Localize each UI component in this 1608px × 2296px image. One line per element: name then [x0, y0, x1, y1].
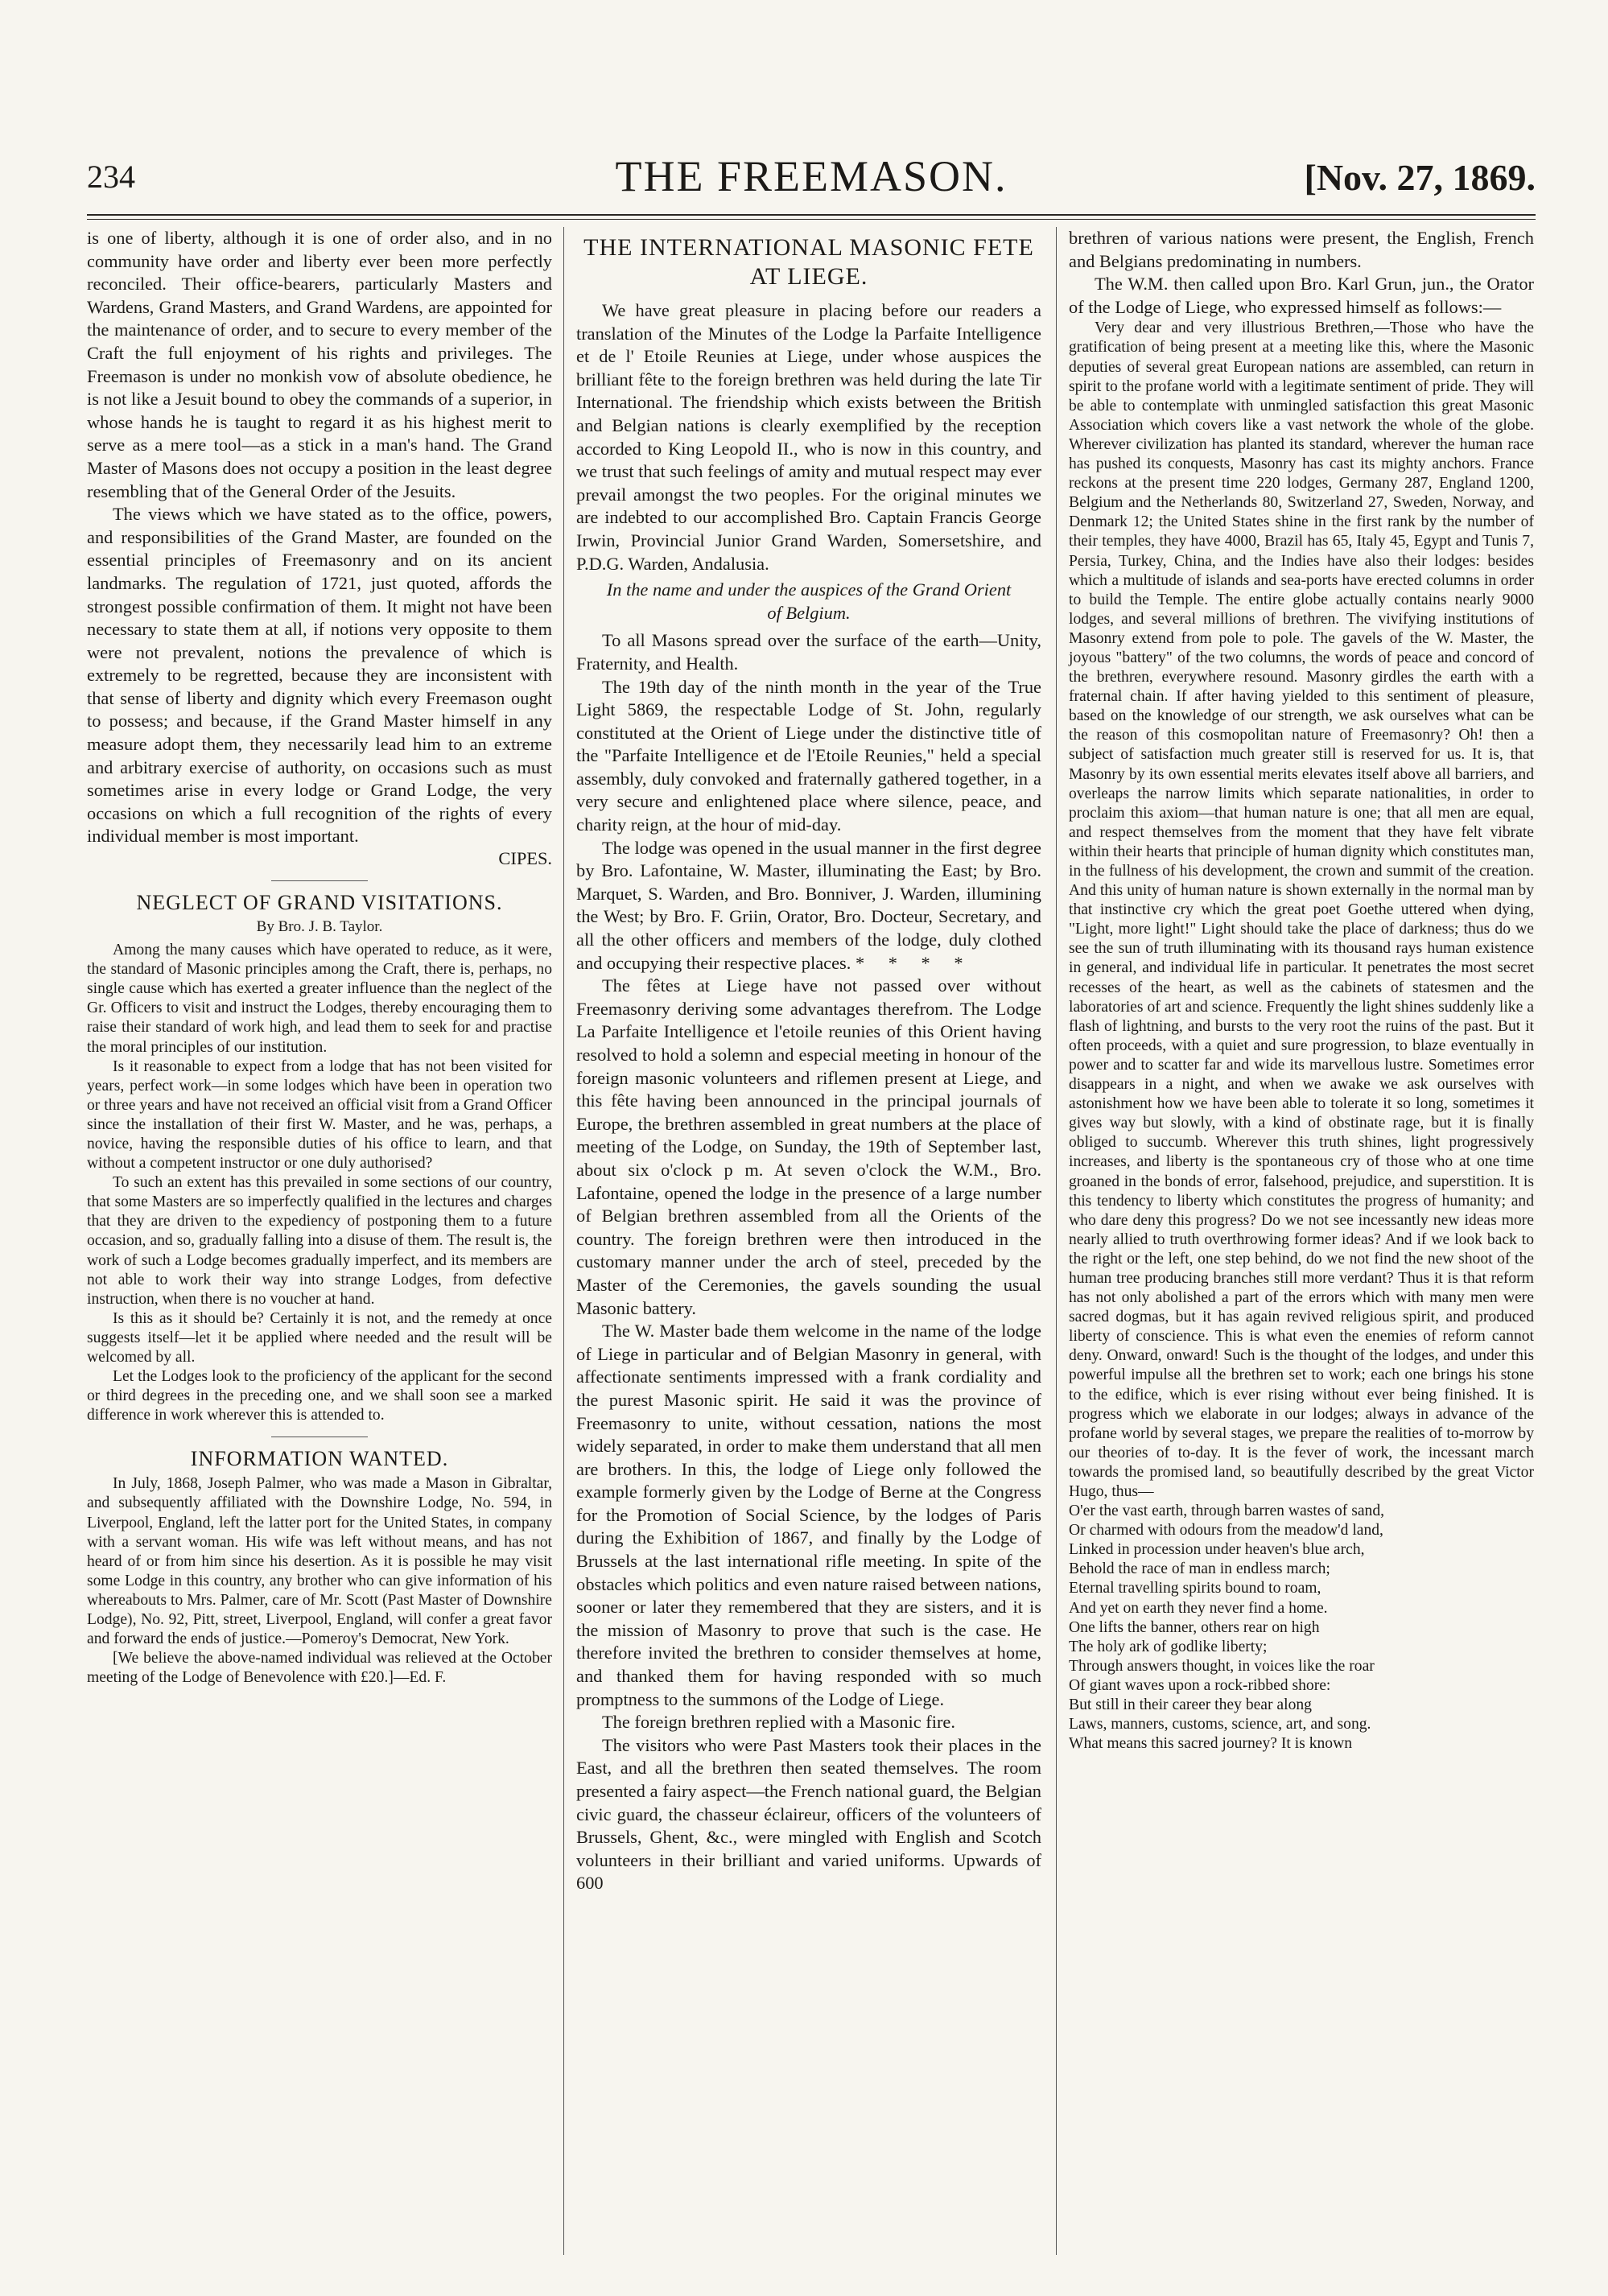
fete-heading: THE INTERNATIONAL MASONIC FETE AT LIEGE.: [583, 234, 1034, 290]
verse-line: Behold the race of man in endless march;: [1069, 1560, 1330, 1578]
section-divider: [271, 880, 368, 881]
article-text: The lodge was opened in the usual manner in the first degree by Bro. Lafontaine, W. Master, illuminating the East; by Bro. Marquet, S. Warden, and Bro. Bonniver, J. Warden, illumining the West; by Bro. F. Griin, Orator, Bro. Docteur, Secretary, and all the other officers and members of the lodge, duly clothed and occupying their respective places.: [576, 837, 1041, 973]
issue-date: [Nov. 27, 1869.: [1304, 157, 1536, 198]
article-paragraph: We have great pleasure in placing before our readers a translation of the Minutes of the Lodge la Parfaite Intelligence et de l' Etoile Reunies at Liege, under whose auspices the brilliant fête to the foreign brethren was held during the late Tir International. The friendship which exists between the British and Belgian nations is clearly exemplified by the reception accorded to King Leopold II., who is now in this country, and we trust that such feelings of amity and mutual respect may ever prevail amongst the two peoples. For the original minutes we are indebted to our accomplished Bro. Captain Francis George Irwin, Provincial Junior Grand Warden, Somersetshire, and P.D.G. Warden, Andalusia.: [576, 300, 1041, 574]
article-paragraph: Among the many causes which have operated to reduce, as it were, the standard of Masonic principles among the Craft, there is, perhaps, no single cause which has exerted a greater influence than the neglect of the Gr. Officers to visit and instruct the Lodges, thereby encouraging them to raise their standard of work high, and lead them to seek for and practise the moral principles of our institution.: [87, 942, 552, 1056]
information-heading: INFORMATION WANTED.: [190, 1447, 449, 1471]
verse-line: What means this sacred journey? It is known: [1069, 1735, 1353, 1753]
masthead: [87, 151, 1536, 216]
author-signature: CIPES.: [498, 848, 552, 869]
verse-line: Or charmed with odours from the meadow'd land,: [1069, 1522, 1383, 1540]
column-divider: [1056, 227, 1057, 2255]
neglect-heading: NEGLECT OF GRAND VISITATIONS.: [136, 891, 503, 915]
article-paragraph: Is it reasonable to expect from a lodge that has not been visited for years, perfect work—in some lodges which have been in operation two or three years and have not received an official visit from a Grand Officer since the installation of their first W. Master, and he was, perhaps, a novice, having the responsible duties of his office to learn, and that without a competent instructor or one duly authorised?: [87, 1057, 552, 1173]
asterisk-break: * * * *: [855, 952, 973, 973]
column-1: [87, 227, 552, 1688]
column-3: [1069, 227, 1534, 1754]
article-paragraph: The 19th day of the ninth month in the year of the True Light 5869, the respectable Lodge of St. John, regularly constituted at the Orient of Liege under the distinctive title of the "Parfaite Intelligence et de l'Etoile Reunies," held a special assembly, duly convoked and fraternally gathered together, in a very secure and enlightened place where silence, peace, and charity reign, at the hour of mid-day.: [576, 676, 1041, 835]
article-paragraph: The foreign brethren replied with a Masonic fire.: [602, 1712, 955, 1733]
column-2: [576, 227, 1041, 1895]
verse-line: Linked in procession under heaven's blue arch,: [1069, 1541, 1365, 1559]
header-rule-thin: [87, 219, 1536, 220]
verse-line: Of giant waves upon a rock-ribbed shore:: [1069, 1676, 1331, 1694]
editor-note: [We believe the above-named individual was relieved at the October meeting of the Lodge of Benevolence with £20.]—Ed. F.: [87, 1650, 552, 1687]
article-paragraph: [576, 837, 1041, 975]
column-divider: [563, 227, 564, 2255]
poem-verse: [1069, 1502, 1534, 1754]
verse-line: But still in their career they bear along: [1069, 1696, 1312, 1714]
article-paragraph: The visitors who were Past Masters took their places in the East, and all the brethren then seated themselves. The room presented a fairy aspect—the French national guard, the Belgian civic guard, the chasseur éclaireur, officers of the volunteers of Brussels, Ghent, &c., were mingled with English and Scotch volunteers in their brilliant and varied uniforms. Upwards of 600: [576, 1734, 1041, 1894]
verse-line: O'er the vast earth, through barren wastes of sand,: [1069, 1502, 1385, 1520]
neglect-byline: By Bro. J. B. Taylor.: [256, 918, 383, 936]
article-continuation-paragraph: is one of liberty, although it is one of order also, and in no community have order and liberty ever been more perfectly reconciled. Their office-bearers, particularly Masters and Wardens, Grand Masters, and Grand Wardens, are appointed for the maintenance of order, and to secure to every member of the Craft the full enjoyment of his rights and privileges. The Freemason is under no monkish vow of absolute obedience, he is not like a Jesuit bound to obey the commands of a superior, in whose hands he is taught to regard it as his highest merit to serve as a mere tool—as a stick in a man's hand. The Grand Master of Masons does not occupy a position in the least degree resembling that of the General Order of the Jesuits.: [87, 228, 552, 501]
verse-line: One lifts the banner, others rear on high: [1069, 1618, 1320, 1636]
auspices-line: In the name and under the auspices of the Grand Orient of Belgium.: [606, 579, 1012, 623]
verse-line: And yet on earth they never find a home.: [1069, 1599, 1328, 1617]
article-paragraph: Is this as it should be? Certainly it is not, and the remedy at once suggests itself—let it be applied where needed and the result will be welcomed by all.: [87, 1309, 552, 1366]
verse-line: The holy ark of godlike liberty;: [1069, 1638, 1268, 1655]
verse-line: Laws, manners, customs, science, art, and song.: [1069, 1716, 1371, 1733]
article-paragraph: The fêtes at Liege have not passed over without Freemasonry deriving some advantages therefrom. The Lodge La Parfaite Intelligence et l'etoile reunies of this Orient having resolved to hold a solemn and especial meeting in honour of the foreign masonic volunteers and riflemen present at Liege, and this fête having been announced in the principal journals of Europe, the brethren assembled in great numbers at the place of meeting of the Lodge, on Sunday, the 19th of September last, about six o'clock p m. At seven o'clock the W.M., Bro. Lafontaine, opened the lodge in the presence of a large number of Belgian brethren assembled from all the Orients of the country. The foreign brethren were then introduced in the customary manner under the arch of steel, preceded by the Master of the Ceremonies, the gavels sounding the usual Masonic battery.: [576, 975, 1041, 1318]
article-paragraph: Let the Lodges look to the proficiency of the applicant for the second or third degrees in the preceding one, and we shall soon see a marked difference in work wherever this is attended to.: [87, 1368, 552, 1424]
article-paragraph: The views which we have stated as to the office, powers, and responsibilities of the Grand Master, are founded on the essential principles of Freemasonry and on its ancient landmarks. The regulation of 1721, just quoted, affords the strongest possible confirmation of them. It might not have been necessary to state them at all, if notions very opposite to them were not prevalent, notions the prevalence of which is extremely to be regretted, because they are inconsistent with that sense of liberty and dignity which every Freemason ought to possess; and because, if the Grand Master himself in any measure adopt them, they necessarily lead him to an extreme and arbitrary exercise of authority, on occasions such as must sometimes arise in every lodge or Grand Lodge, the very occasions on which a full recognition of the rights of every individual member is most important.: [87, 504, 552, 847]
page-number: 234: [87, 159, 135, 195]
article-signature: [87, 848, 552, 869]
greeting-line: To all Masons spread over the surface of the earth—Unity, Fraternity, and Health.: [576, 630, 1041, 674]
article-paragraph: The W. Master bade them welcome in the name of the lodge of Liege in particular and of Belgian Masonry in general, with affectionate sentiments impressed with a frank cordiality and the purest Masonic spirit. He said it was the province of Freemasonry to unite, without cessation, nations the most widely separated, in order to make them understand that all men are brothers. In this, the lodge of Liege only followed the example formerly given by the Lodge of Berne at the Congress for the Promotion of Social Science, by the lodges of Paris during the Exhibition of 1867, and finally by the Lodge of Brussels at the last international rifle meeting. In spite of the obstacles which politics and even nature raised between nations, sooner or later they remembered that they are sisters, and it is the mission of Masonry to prove that such is the case. He therefore invited the brethren to consider themselves at home, and thanked them for having responded with so much promptness to the summons of the Lodge of Liege.: [576, 1321, 1041, 1709]
oration-text: Very dear and very illustrious Brethren,—Those who have the gratification of being present at a meeting like this, where the Masonic deputies of several great European nations are assembled, can return in spirit to the profane world with a legitimate sentiment of pride. They will be able to contemplate with unmingled satisfaction this great Masonic Association which covers like a vast network the whole of the globe. Wherever civilization has planted its standard, wherever the human race has pushed its conquests, Masonry has cast its mighty anchors. France reckons at the present time 220 lodges, Germany 287, England 1200, Belgium and the Netherlands 80, Switzerland 27, Sweden, Norway, and Denmark 12; the United States shine in the first rank by the number of their temples, they have 4000, Brazil has 65, Italy 45, Egypt and Tunis 7, Persia, Turkey, China, and the Indies have also their lodges: besides which a multitude of islands and sea-ports have erected columns in order to build the Temple. The entire globe actually contains nearly 9000 lodges, and several millions of brethren. The vivifying institutions of Masonry extend from pole to pole. The gavels of the W. Master, the joyous "battery" of the two columns, the words of peace and concord of the brethren, everywhere resound. Masonry girdles the earth with a fraternal chain. If after having yielded to this sentiment of pleasure, based on the knowledge of our strength, we ask ourselves what can be the reason of this cosmopolitan nature of Freemasonry? Oh! then a subject of satisfaction much greater still is reserved for us. It is, that Masonry by its own essential merits elevates itself above all barriers, and overleaps the narrow limits which separate nationalities, in order to proclaim this axiom—that human nature is one; that all men are equal, and respect themselves from the moment that they have felt vibrate within their hearts that principle of human dignity which constitutes man, in the fullness of his development, the crown and summit of the creation. And this unity of human nature is shown externally in the normal man by that instinctive cry which the great poet Goethe uttered when dying, "Light, more light!" Light should take the place of darkness; thus do we see the sun of truth illuminating with its thousand rays human existence in general, and individual life in particular. It penetrates the most secret recesses of the heart, as well as the cabinets of statesmen and the laboratories of art and science. Frequently the light shines suddenly like a flash of lightning, and bursts to the very root the ruins of the past. But it often proceeds, with a quiet and sure progression, to blaze eventually in power and to scatter far and wide its marvellous lustre. Sometimes error disappears in a night, and when we awake we ask ourselves with astonishment how we have been able to tolerate it so long, sometimes it gives way but slowly, with a kind of obstinate rage, but it is finally obliged to succumb. Wherever this truth shines, light progressively increases, and liberty is the spontaneous cry of those who at one time groaned in the bonds of error, falsehood, prejudice, and superstition. It is this tendency to liberty which constitutes the progress of humanity; and who dare deny this progress? Do we not see incessantly new ideas more nearly allied to truth overthrowing former ideas? And if we look back to the right or the left, one step behind, do we not find the new shoot of the human tree producing branches still more verdant? Thus it is that reform has not only abolished a part of the errors which with many men were sacred dogmas, but it has again revived religious spirit, and produced liberty of conscience. This is what even the enemies of reform cannot deny. Onward, onward! Such is the thought of the lodges, and under this powerful impulse all the brethren set to work; each one brings his stone to the edifice, which is ever rising without ever being finished. It is progress which we elaborate in our lodges; always in advance of the profane world by several stages, we prepare the realities of to-morrow by our theories of to-day. It is the fever of work, the incessant march towards the promised land, so beautifully described by the great Victor Hugo, thus—: [1069, 319, 1534, 1500]
publication-title: THE FREEMASON.: [615, 152, 1008, 200]
article-continuation-paragraph: brethren of various nations were present, the English, French and Belgians predominating in numbers.: [1069, 228, 1534, 271]
article-paragraph: The W.M. then called upon Bro. Karl Grun, jun., the Orator of the Lodge of Liege, who expressed himself as follows:—: [1069, 274, 1534, 317]
article-paragraph: In July, 1868, Joseph Palmer, who was made a Mason in Gibraltar, and subsequently affiliated with the Downshire Lodge, No. 594, in Liverpool, England, left the latter port for the United States, in company with a servant woman. His wife was left without means, and has not heard of or from him since his desertion. As it is possible he may visit some Lodge in this country, any brother who can give information of his whereabouts to Mrs. Palmer, care of Mr. Scott (Past Master of Downshire Lodge), No. 92, Pitt, street, Liverpool, England, will confer a great favor and forward the ends of justice.—Pomeroy's Democrat, New York.: [87, 1475, 552, 1648]
article-paragraph: To such an extent has this prevailed in some sections of our country, that some Masters are so imperfectly qualified in the lectures and charges that they are driven to the expediency of postponing them to a future occasion, and so, gradually falling into a disuse of them. The result is, the work of such a Lodge becomes gradually imperfect, and its members are not able to work their way into strange Lodges, from defective instruction, when there is no voucher at hand.: [87, 1174, 552, 1308]
verse-line: Eternal travelling spirits bound to roam,: [1069, 1580, 1321, 1597]
verse-line: Through answers thought, in voices like the roar: [1069, 1657, 1375, 1675]
header-rule: [87, 214, 1536, 216]
